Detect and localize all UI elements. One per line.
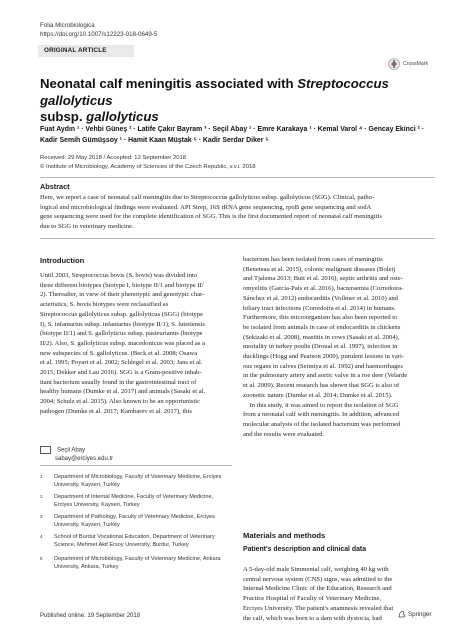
text-line: 2015; Dekker and Lau 2016). SGG is a Gram-positive inhab- [40,369,202,377]
text-line: the calf, which was born to a dam with dystocia, had [243,614,382,622]
affiliation-text: Department of Microbiology, Faculty of Veterinary Medicine, Ankara University, Ankara, Turkey [54,556,221,570]
text-line: Furthermore, this microorganism has also been reported to [243,314,398,322]
envelope-icon [40,446,51,454]
abstract-line: gene sequencing were used for the complete identification of SGG. This is the first documented report of neonatal calf meningitis [40,213,382,221]
author-line: Fuat Aydın ¹ · Vehbi Güneş ² · Latife Çakır Bayram ³ · Seçil Abay ¹ · Emre Karakaya ¹ · Kemal Varol ⁴ · Gencay Ekinci ² · [40,126,425,133]
introduction-text [40,271,232,417]
text-line: healthy humans (Dumke et al. 2017) and animals (Sasaki et al. [40,388,206,396]
correspondence-email[interactable]: sabay@erciyes.edu.tr [55,456,114,463]
affiliation-number: 1 [40,474,43,479]
text-line: 2). Thereafter, in view of their phenotypic and genotypic char- [40,291,205,299]
crossmark-label: CrossMark [403,61,429,67]
divider [40,465,232,466]
text-line: be isolated from animals in case of endocarditis in chickens [243,323,401,331]
affiliation-text: Department of Internal Medicine, Faculty of Veterinary Medicine, Erciyes University, Kayseri, Turkey [54,494,214,508]
text-line: pathogen (Dumke et al. 2017; Kambarev et al. 2017), this [40,407,192,415]
text-line: I), S. infantarius subsp. infantarius (biotype II/1), S. lutetiensis [40,320,206,328]
text-line: ous organs in calves (Seimiya et al. 1992) and haemorrhages [243,362,403,370]
author-list [40,124,445,146]
affiliation-text: School of Burdur Vocational Education, Department of Veterinary Science, Mehmet Akif Ersoy University, Burdur, Turkey [54,534,215,548]
text-line: (biotype II/1) and S. gallolyticus subsp. pasteurianus (biotype [40,330,203,338]
introduction-heading: Introduction [40,256,85,265]
affiliation-number: 5 [40,556,43,561]
text-line: et al. 1995; Poyart et al. 2002; Schlegel et al. 2003; Jans et al. [40,359,203,367]
affiliation-text: Department of Microbiology, Faculty of Veterinary Medicine, Erciyes University, Kayseri, Turkey [54,474,222,488]
text-line: biliary tract infections (Corredoira et al. 2014) in humans. [243,304,396,312]
title-subspecies: gallolyticus [86,109,159,124]
crossmark-badge[interactable] [388,58,428,70]
title-text-2: subsp. [40,109,87,124]
title-species: Streptococcus gallolyticus [40,76,389,108]
text-line: three different biotypes (biotype I, biotype II/1 and biotype II/ [40,281,204,289]
abstract-line: Here, we report a case of neonatal calf meningitis due to Streptococcus gallolyticus subsp. gallolyticus (SGG). Clinical, patho- [40,194,375,201]
divider [40,177,435,178]
abstract-line: logical and microbiological findings were evaluated. API Strep, 16S rRNA gene sequencing, rpoB gene sequencing and sodA [40,203,372,211]
abstract-line: due to SGG in veterinary medicine. [40,222,134,230]
methods-heading: Materials and methods [243,531,326,540]
affiliation-number: 3 [40,514,43,519]
text-line: and the results were evaluated. [243,430,325,438]
text-line: new subspecies of S. gallolyticus. (Beck et al. 2008; Osawa [40,349,198,357]
abstract-heading: Abstract [40,182,70,191]
text-line: itant bacterium usually found in the gastrointestinal tract of [40,378,197,386]
author-line: Kadir Semih Gümüşsoy ¹ · Hamit Kaan Müştak ⁵ · Kadir Serdar Diker ⁵ [40,137,269,144]
text-line: Until 2003, Streptococcus bovis (S. bovis) was divided into [40,272,198,279]
springer-horse-icon [398,610,406,618]
publisher-logo [398,610,431,618]
text-line: acteristics, S. bovis biotypes were reclassified as [40,301,169,309]
affiliation-number: 4 [40,534,43,539]
correspondence-name: Seçil Abay [57,447,86,454]
text-line: mortality in turkey poults (Droual et al. 1997), infection in [243,343,398,351]
divider [40,238,435,239]
correspondence [40,446,113,464]
text-line: and Tjalsma 2013; Butt et al. 2016), septic arthritis and oste- [243,275,403,283]
text-line: et al. 2009). Recent research has shown that SGG is also of [243,382,400,390]
affiliation-number: 2 [40,494,43,499]
copyright: © Institute of Microbiology, Academy of Sciences of the Czech Republic, v.v.i. 2018 [40,164,256,170]
text-line: Erciyes University. The patient's anamnesis revealed that [243,604,394,612]
text-line: Sánchez et al. 2012) endocarditis (Vollmer et al. 2010) and [243,294,398,302]
text-line: from a neonatal calf with meningitis. In addition, advanced [243,411,400,419]
text-line: (Sekizaki et al. 2008), mastitis in cows (Sasaki et al. 2004), [243,333,400,341]
text-line: Streptococcus gallolyticus subsp. gallolyticus (SGG) (biotype [40,310,203,318]
journal-name: Folia Microbiologica [40,22,95,29]
text-line: ducklings (Hogg and Pearson 2009), purulent lesions in vari- [243,353,404,361]
text-line: central nervous system (CNS) signs, was admitted to the [243,575,393,583]
affiliation-text: Department of Pathology, Faculty of Veterinary Medicine, Erciyes University, Kayseri, Turkey [54,514,215,528]
abstract-text [40,193,435,231]
text-line: zoonotic nature (Dumke et al. 2014; Dumke et al. 2015). [243,391,393,399]
received-date: Received: 29 May 2018 / Accepted: 12 September 2018 [40,155,187,161]
publisher-name: Springer [408,610,432,618]
doi-link[interactable]: https://doi.org/10.1007/s12223-018-0649-5 [40,31,158,38]
introduction-continued [243,255,435,439]
text-line: 2004; Schulz et al. 2015). Also known to be an opportunistic [40,398,201,406]
text-line: omyelitis (García-País et al. 2016), bacteraemia (Corredoira- [243,285,404,293]
published-online: Published online: 19 September 2018 [40,613,141,619]
text-line: bacterium has been isolated from cases of meningitis [243,256,383,263]
text-line: (Beneteau et al. 2015), colonic malignant diseases (Boleij [243,265,396,273]
text-line: Practice Hospital of Faculty of Veterinary Medicine, [243,595,382,603]
text-line: Internal Medicine Clinic of the Education, Research and [243,585,392,593]
text-line: molecular analysis of the isolated bacterium was performed [243,420,401,428]
methods-subheading: Patient's description and clinical data [243,546,367,553]
article-type-banner [38,45,134,57]
text-line: In this study, it was aimed to report the isolation of SGG [243,401,399,409]
article-type-label: ORIGINAL ARTICLE [44,47,107,54]
article-title [40,76,410,126]
crossmark-icon [388,58,400,70]
text-line: in the pulmonary artery and aortic valve in a roe deer (Velarde [243,372,408,380]
title-text: Neonatal calf meningitis associated with [40,76,298,91]
text-line: A 5-day-old male Simmental calf, weighing 40 kg with [243,566,389,573]
text-line: II/2). Also, S. gallolyticus subsp. macedonicus was placed as a [40,339,205,347]
article-dates [40,154,256,172]
